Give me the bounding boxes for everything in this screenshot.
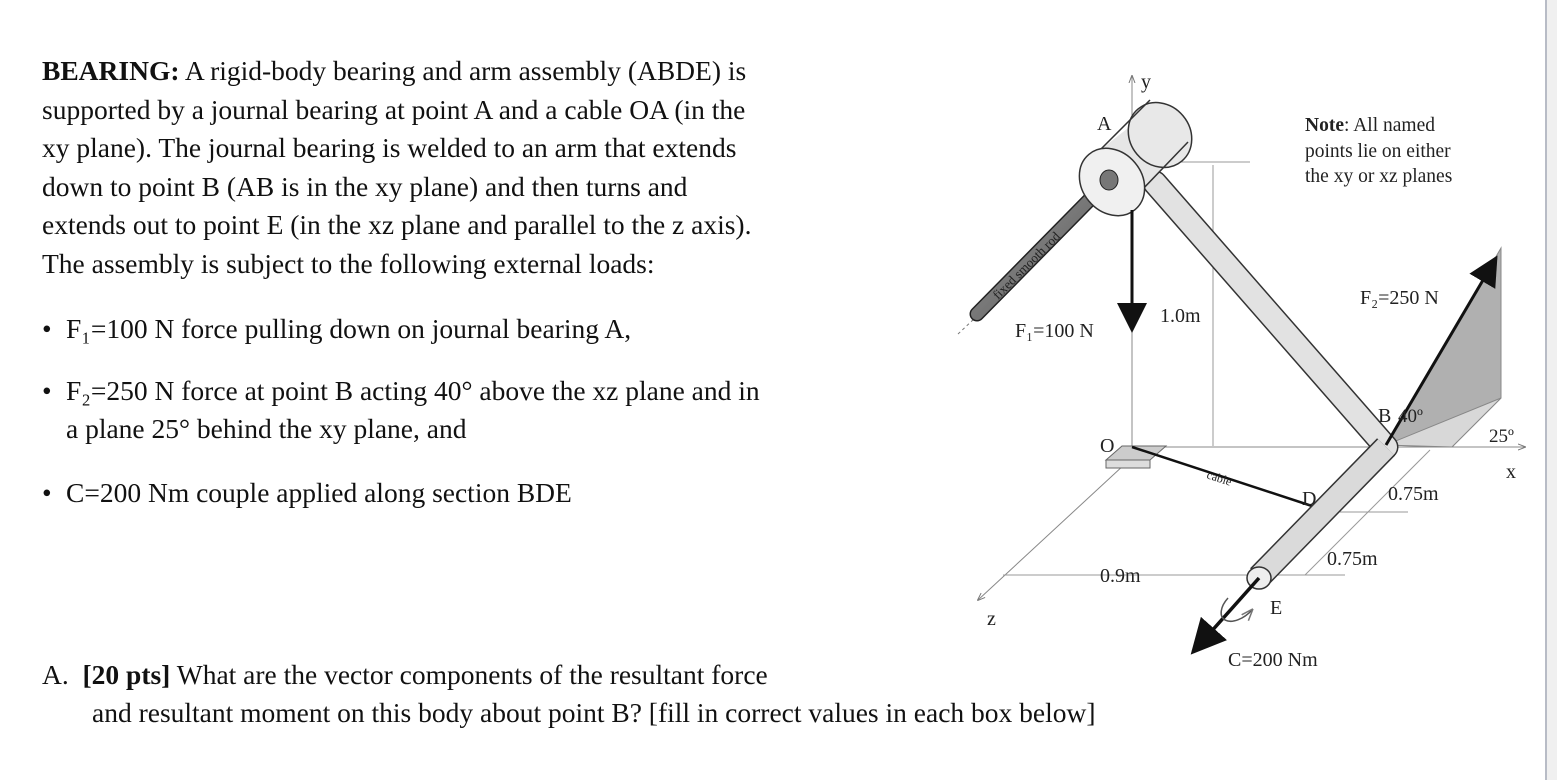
dim-075m-label: 0.75m bbox=[1327, 548, 1378, 570]
intro-line: supported by a journal bearing at point A and a cable OA (in the bbox=[42, 93, 746, 125]
cable-label: cable bbox=[1205, 467, 1234, 489]
dim-09m-label: 0.9m bbox=[1100, 565, 1141, 587]
dim-1m-label: 1.0m bbox=[1160, 305, 1201, 327]
intro-line: A rigid-body bearing and arm assembly (ABDE) is bbox=[179, 55, 747, 86]
rod-axis bbox=[958, 318, 975, 334]
f2-label: F₂=250 N bbox=[1360, 287, 1439, 309]
bullet-text: C=200 Nm couple applied along section BDE bbox=[66, 477, 572, 508]
point-a-label: A bbox=[1097, 113, 1112, 135]
bullet-dot: • bbox=[42, 375, 52, 406]
intro-line: xy plane). The journal bearing is welded to an arm that extends bbox=[42, 132, 737, 163]
angle-40-label: 40º bbox=[1398, 406, 1423, 427]
note-text: points lie on either bbox=[1305, 140, 1451, 162]
bullet-dot: • bbox=[42, 477, 52, 508]
intro-line: The assembly is subject to the following external loads: bbox=[42, 247, 655, 279]
f1-label: F₁=100 N bbox=[1015, 320, 1094, 342]
point-d-label: D bbox=[1302, 488, 1317, 510]
note-text: the xy or xz planes bbox=[1305, 166, 1453, 187]
couple-c-arrow bbox=[1193, 578, 1259, 652]
question-text: and resultant moment on this body about point B? [fill in correct values in each box below] bbox=[92, 697, 1096, 728]
rod-label: fixed smooth rod bbox=[989, 228, 1063, 303]
z-axis-label: z bbox=[987, 608, 996, 630]
question-points: [20 pts] bbox=[82, 659, 171, 690]
couple-label: C=200 Nm bbox=[1228, 649, 1318, 671]
dim-075m-label: 0.75m bbox=[1388, 483, 1439, 505]
question-label: A. bbox=[42, 659, 69, 690]
rod-end bbox=[1100, 170, 1118, 190]
point-o-label: O bbox=[1100, 435, 1115, 457]
anchor-plate-side bbox=[1106, 460, 1150, 468]
problem-title: BEARING: bbox=[42, 55, 180, 86]
bullet-text: F₂=250 N force at point B acting 40° above the xz plane and in bbox=[66, 375, 760, 406]
note-heading: Note bbox=[1305, 115, 1344, 136]
intro-line: extends out to point E (in the xz plane and parallel to the z axis). bbox=[42, 209, 752, 240]
diagram-note bbox=[1305, 113, 1452, 190]
angle-25-label: 25º bbox=[1489, 426, 1514, 447]
point-b-label: B bbox=[1378, 405, 1392, 427]
bullet-text: F₁=100 N force pulling down on journal bearing A, bbox=[66, 313, 632, 344]
y-axis-label: y bbox=[1141, 71, 1151, 93]
x-axis-label: x bbox=[1506, 461, 1516, 483]
bullet-text: a plane 25° behind the xy plane, and bbox=[66, 413, 467, 444]
vertical-scrollbar[interactable] bbox=[1545, 0, 1557, 780]
note-text: : All named bbox=[1343, 115, 1435, 136]
bullet-dot: • bbox=[42, 313, 52, 344]
question-text: What are the vector components of the resultant force bbox=[170, 659, 768, 690]
point-e-label: E bbox=[1270, 597, 1283, 619]
intro-line: down to point B (AB is in the xy plane) and then turns and bbox=[42, 170, 688, 202]
